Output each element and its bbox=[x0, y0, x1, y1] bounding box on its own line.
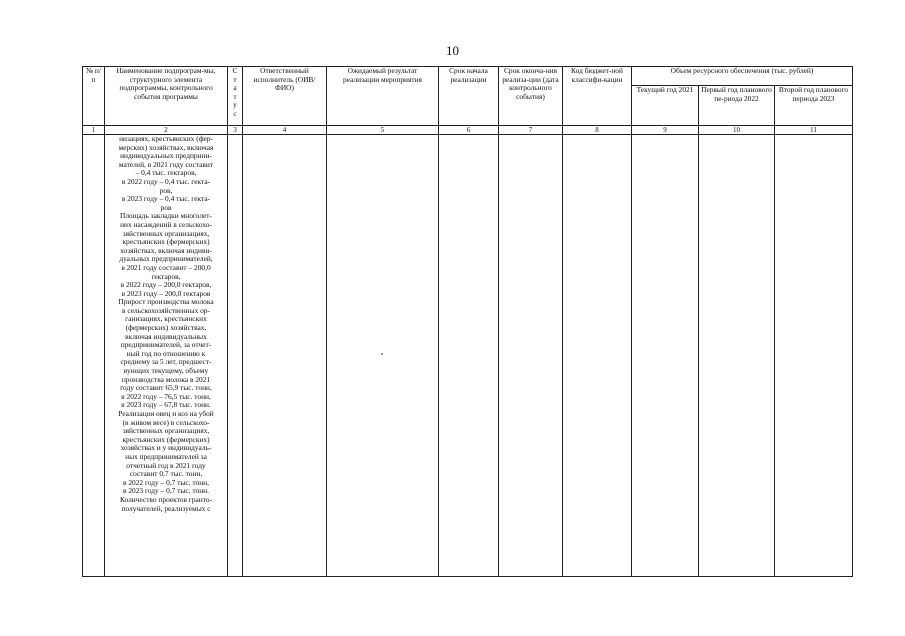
table-row bbox=[83, 135, 853, 577]
status-letter: с bbox=[233, 108, 237, 118]
text-line: Площадь закладки многолет- bbox=[119, 211, 212, 221]
text-line: ных предпринимателей за bbox=[125, 451, 207, 461]
header-current-year: Текущий год 2021 bbox=[632, 86, 699, 126]
text-line: ганизациях, крестьянских bbox=[125, 314, 207, 324]
status-letter: у bbox=[233, 100, 237, 110]
text-line: Реализация овец и коз на убой bbox=[118, 409, 214, 418]
cell-current-year bbox=[632, 135, 699, 577]
header-resources: Объем ресурсного обеспечения (тыс. рублей) bbox=[632, 67, 853, 86]
text-line: ный год по отношению к bbox=[126, 348, 206, 358]
text-line: в 2022 году – 76,5 тыс. тонн, bbox=[121, 391, 211, 401]
status-letter: С bbox=[232, 66, 238, 75]
text-line: в 2023 году – 0,7 тыс. тонн. bbox=[123, 486, 209, 496]
text-line: хозяйствах, включая индиви- bbox=[120, 245, 212, 255]
cell-end bbox=[499, 135, 563, 577]
text-line: крестьянских (фермерских) bbox=[122, 237, 210, 247]
column-number: 11 bbox=[775, 126, 853, 135]
column-number: 6 bbox=[439, 126, 499, 135]
text-line: хозяйствах и у индивидуаль- bbox=[120, 443, 212, 453]
text-line: – 0,4 тыс. гектаров, bbox=[135, 168, 197, 178]
text-line: включая индивидуальных bbox=[125, 331, 207, 341]
cell-first-plan-year bbox=[699, 135, 775, 577]
text-line: Прирост производства молока bbox=[118, 297, 214, 307]
scan-speck bbox=[381, 353, 383, 355]
text-line: составит 0,7 тыс. тонн, bbox=[129, 469, 203, 479]
header-number: № п/п bbox=[83, 67, 105, 126]
text-line: году составит 65,9 тыс. тонн, bbox=[120, 383, 212, 393]
column-number: 2 bbox=[105, 126, 228, 135]
header-status bbox=[228, 67, 243, 126]
column-number: 5 bbox=[327, 126, 439, 135]
status-letter: а bbox=[233, 83, 237, 93]
text-line: них насаждений в сельскохо- bbox=[120, 219, 212, 229]
text-line: мерских) хозяйствах, включая bbox=[118, 142, 214, 152]
column-number: 10 bbox=[699, 126, 775, 135]
column-number: 3 bbox=[228, 126, 243, 135]
page-number: 10 bbox=[446, 43, 459, 58]
text-line: вующих текущему, объему bbox=[123, 366, 209, 376]
text-line: в сельскохозяйственных ор- bbox=[122, 305, 210, 315]
cell-start bbox=[439, 135, 499, 577]
header-budget-code: Код бюджет-ной классифи-кации bbox=[563, 67, 632, 126]
text-line: гектаров, bbox=[151, 271, 181, 281]
cell-executor bbox=[243, 135, 327, 577]
column-numbers-row bbox=[83, 126, 853, 135]
text-line: зяйственных организациях, bbox=[122, 228, 210, 238]
text-line: Количество проектов гранто- bbox=[119, 494, 213, 504]
header-name: Наименование подпрограм-мы, структурного элемента подпрограммы, контрольного события программы bbox=[105, 67, 228, 126]
column-number: 8 bbox=[563, 126, 632, 135]
text-line: предпринимателей, за отчет- bbox=[120, 340, 212, 350]
text-line: в 2023 году – 67,8 тыс. тонн. bbox=[121, 400, 211, 410]
cell-budget-code bbox=[563, 135, 632, 577]
text-line: среднему за 5 лет, предшест- bbox=[120, 357, 212, 367]
header-result: Ожидаемый результат реализации мероприятия bbox=[327, 67, 439, 126]
text-line: в 2022 году – 0,4 тыс. гекта- bbox=[121, 176, 211, 186]
text-line: ров, bbox=[159, 185, 173, 195]
text-line: в 2022 году – 0,7 тыс. тонн, bbox=[123, 477, 209, 487]
status-letter: т bbox=[233, 74, 237, 84]
column-number: 4 bbox=[243, 126, 327, 135]
header-end: Срок оконча-ния реализа-ции (дата контрольного события) bbox=[499, 67, 563, 126]
text-line: (в живом весе) в сельскохо- bbox=[122, 417, 210, 427]
header-first-plan-year: Первый год планового пе-риода 2022 bbox=[699, 86, 775, 126]
text-line: получателей, реализуемых с bbox=[121, 503, 211, 513]
text-line: низациях, крестьянских (фер- bbox=[119, 134, 213, 143]
text-line: дуальных предпринимателей, bbox=[119, 254, 213, 264]
cell-result bbox=[327, 135, 439, 577]
text-line: производства молока в 2021 bbox=[121, 374, 211, 384]
cell-name bbox=[105, 135, 228, 577]
header-executor: Ответственный исполнитель (ОИВ/ФИО) bbox=[243, 67, 327, 126]
text-line: зяйственных организациях, bbox=[122, 426, 210, 436]
text-line: крестьянских (фермерских) bbox=[122, 434, 210, 444]
cell-number bbox=[83, 135, 105, 577]
text-line: индивидуальных предприни- bbox=[120, 151, 212, 161]
text-line: мателей, в 2021 году составит bbox=[118, 159, 214, 169]
text-line: в 2023 году – 200,0 гектаров bbox=[121, 288, 211, 298]
column-number: 1 bbox=[83, 126, 105, 135]
text-line: (фермерских) хозяйствах, bbox=[125, 323, 207, 333]
status-letter: т bbox=[233, 91, 237, 101]
column-number: 7 bbox=[499, 126, 563, 135]
status-vertical-text bbox=[230, 67, 240, 119]
text-line: отчетный год в 2021 году bbox=[126, 460, 206, 470]
program-table bbox=[82, 66, 853, 577]
cell-status bbox=[228, 135, 243, 577]
text-line: в 2021 году составит – 200,0 bbox=[121, 262, 211, 272]
text-line: в 2023 году – 0,4 тыс. гекта- bbox=[121, 194, 211, 204]
indicator-text bbox=[107, 135, 225, 513]
text-line: ров bbox=[160, 202, 172, 212]
column-number: 9 bbox=[632, 126, 699, 135]
text-line: в 2022 году – 200,0 гектаров, bbox=[120, 280, 212, 290]
header-second-plan-year: Второй год планового периода 2023 bbox=[775, 86, 853, 126]
header-start: Срок начала реализации bbox=[439, 67, 499, 126]
cell-second-plan-year bbox=[775, 135, 853, 577]
